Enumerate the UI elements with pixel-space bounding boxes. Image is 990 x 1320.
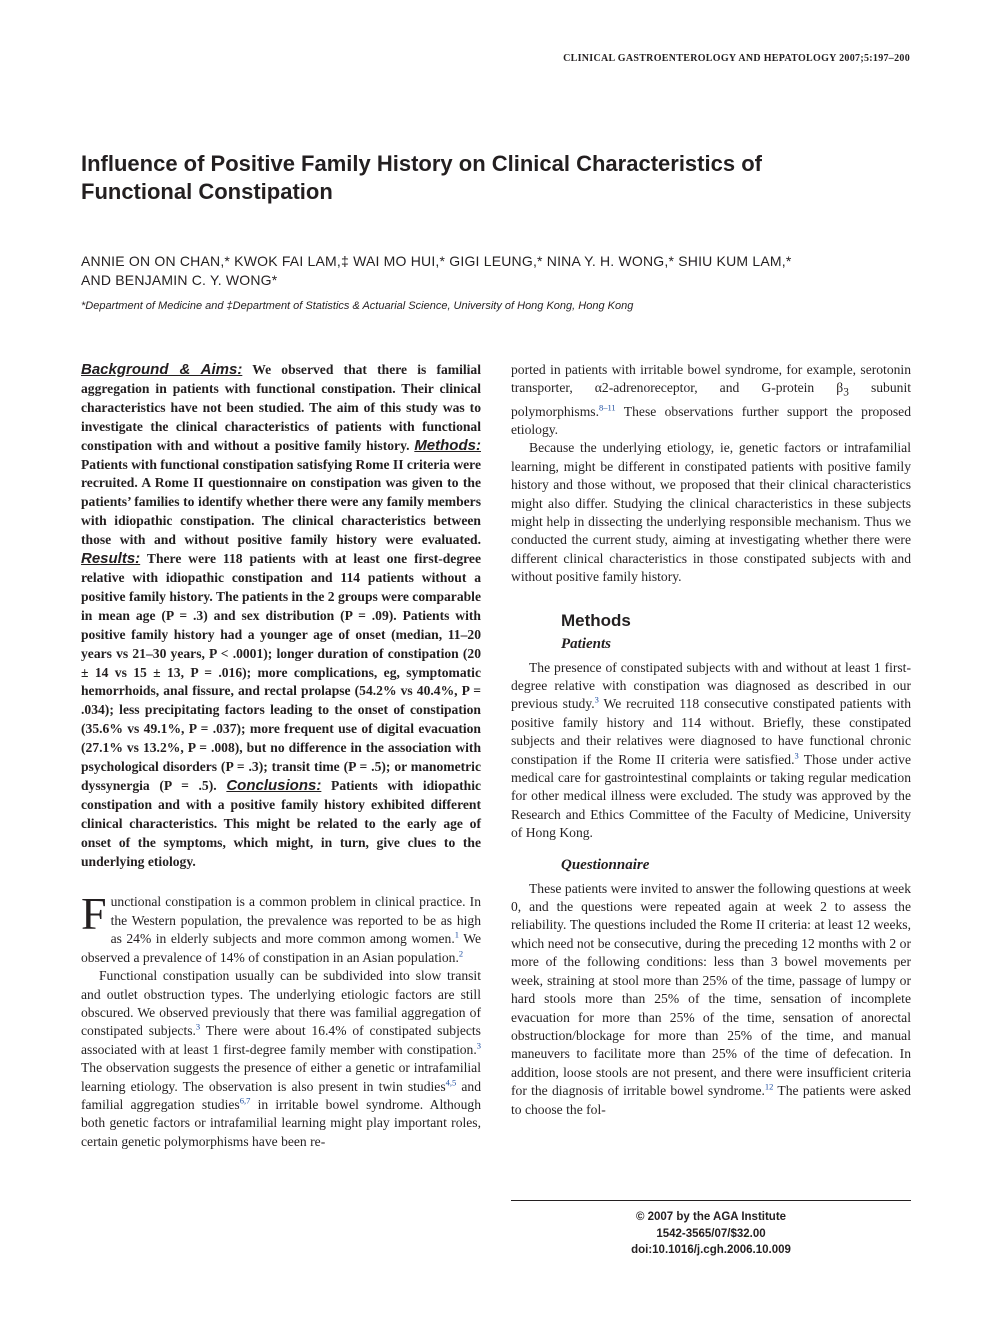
patients-text-b: We recruited 118 consecutive constipated patients with positive family history and 114 without. Briefly, these constipated subjects and their relatives were diagnosed to have functional chronic constipation if the Rome II criteria were satisfied. <box>511 696 912 767</box>
abstract-results-heading: Results: <box>81 550 141 568</box>
abstract-conclusions-text: Patients with idiopathic constipation and with a positive family history exhibited different clinical characteristics. This might be related to the early age of onset of the symptoms, which might, in turn, give clues to the underlying etiology. <box>81 777 482 869</box>
author-list <box>81 252 881 290</box>
reference-link[interactable]: 3 <box>195 1021 201 1032</box>
reference-link[interactable]: 12 <box>764 1081 774 1092</box>
intro-p2-cont-text-b: subunit polymorphisms. <box>511 380 911 419</box>
affiliation: *Department of Medicine and ‡Department of Statistics & Actuarial Science, University of Hong Kong, Hong Kong <box>81 300 634 312</box>
authors-line-2: AND BENJAMIN C. Y. WONG* <box>81 272 278 288</box>
issn-price: 1542-3565/07/$32.00 <box>656 1227 766 1240</box>
reference-link[interactable]: 2 <box>458 948 464 959</box>
intro-p1-text-b: We observed a prevalence of 14% of constipation in an Asian population. <box>81 931 482 965</box>
reference-link[interactable]: 6,7 <box>239 1095 251 1106</box>
intro-paragraph-2 <box>81 967 481 1151</box>
journal-header: CLINICAL GASTROENTEROLOGY AND HEPATOLOGY 2007;5:197–200 <box>563 53 910 64</box>
abstract-background-text: We observed that there is familial aggregation in patients with functional constipation. Their clinical characteristics have not been studied. The aim of this study was to investigate the clinical characteristics of patients with functional constipation with and without a positive family history. <box>81 362 482 453</box>
intro-p2-text-b: There were about 16.4% of constipated subjects associated with at least 1 first-degree family member with constipation. <box>81 1023 481 1057</box>
patients-subheading: Patients <box>561 635 612 652</box>
questionnaire-text-b: The patients were asked to choose the fol- <box>511 1083 911 1117</box>
drop-cap: F <box>81 888 107 940</box>
reference-link[interactable]: 8–11 <box>599 402 616 412</box>
abstract-conclusions-heading: Conclusions: <box>226 776 322 794</box>
abstract-background-heading: Background & Aims: <box>81 361 243 378</box>
patients-paragraph <box>511 659 911 843</box>
intro-paragraph-3: Because the underlying etiology, ie, genetic factors or intrafamilial learning, might be different in constipated patients with positive family history and those without, we proposed that their clinical characteristics might also differ. Studying the clinical characteristics in these subjects might help in dissecting the underlying responsible mechanism. Thus we conducted the current study, aiming at investigating whether there were different clinical characteristics in those constipated subjects with and without positive family history. <box>511 440 911 585</box>
patients-text-c: Those under active medical care for gastrointestinal complaints or taking regular medication for other medical illness were excluded. The study was approved by the Research and Ethics Committee of the Faculty of Medicine, University of Hong Kong. <box>511 751 911 841</box>
intro-p2-text-d: and familial aggregation studies <box>81 1078 481 1112</box>
questionnaire-subheading: Questionnaire <box>561 856 650 873</box>
reference-link[interactable]: 3 <box>794 750 799 761</box>
doi[interactable]: doi:10.1016/j.cgh.2006.10.009 <box>631 1244 791 1256</box>
left-column <box>81 361 481 1151</box>
copyright-block <box>511 1209 911 1259</box>
questionnaire-paragraph <box>511 880 911 1119</box>
reference-link[interactable]: 4,5 <box>445 1077 457 1087</box>
patients-text-a: The presence of constipated subjects with and without at least 1 first-degree relative with constipation was diagnosed as described in our previous study. <box>511 659 911 712</box>
right-column <box>511 361 911 1119</box>
abstract-results-text: There were 118 patients with at least one first-degree relative with idiopathic constipation and 114 patients without a positive family history. The patients in the 2 groups were comparable in mean age (P = .3) and sex distribution (P = .09). Patients with positive family history had a younger age of onset (median, 11–20 years vs 21–30 years, P < .0001); longer duration of constipation (20 ± 14 vs 15 ± 13, P = .016); more complications, eg, symptomatic hemorrhoids, anal fissure, and rectal prolapse (54.2% vs 40.4%, P = .034); less precipitating factors leading to the onset of constipation (35.6% vs 49.1%, P = .037); more frequent use of digital evacuation (27.1% vs 13.2%, P = .008), but no difference in the association with psychological disorders (P = .3); transit time (P = .5); or manometric dyssynergia (P = .5). <box>81 551 481 793</box>
beta-subscript: 3 <box>843 387 849 400</box>
intro-p2-text-e: in irritable bowel syndrome. Although both genetic factors or intrafamilial learning might play important roles, certain genetic polymorphisms have been re- <box>81 1096 481 1149</box>
reference-link[interactable]: 3 <box>594 694 599 705</box>
questionnaire-text-a: These patients were invited to answer the following questions at week 0, and the questions were repeated again at week 2 to assess the reliability. The questions included the Rome II criteria: at least 12 weeks, which need not be consecutive, during the preceding 12 months with 2 or more of the following conditions: less than 3 bowel movements per week, straining at stool more than 25% of the time, passage of lumpy or hard stools more than 25% of the time, sensation of incomplete evacuation for more than 25% of the time, sensation of anorectal obstruction/blockage for more than 25% of the time, and manual maneuvers to facilitate more than 25% of the time of defecation. In addition, loose stools are not present, and there were insufficient criteria for the diagnosis of irritable bowel syndrome. <box>511 880 911 1099</box>
intro-paragraph-2-continued <box>511 361 911 439</box>
reference-link[interactable]: 3 <box>476 1040 481 1051</box>
intro-p1-text-a: unctional constipation is a common problem in clinical practice. In the Western population, the prevalence was reported to be as high as 24% in elderly subjects and more common among women. <box>110 894 481 947</box>
abstract-methods-heading: Methods: <box>414 436 481 454</box>
abstract <box>81 361 481 871</box>
copyright-line: © 2007 by the AGA Institute <box>635 1211 787 1223</box>
intro-p2-text-a: Functional constipation usually can be subdivided into slow transit and outlet obstruction types. The underlying etiologic factors are still obscured. We observed previously that there was familial aggregation of constipated subjects. <box>81 968 481 1039</box>
abstract-methods-text: Patients with functional constipation satisfying Rome II criteria were recruited. A Rome II questionnaire on constipation was given to the patients’ families to identify whether there were any family members with idiopathic constipation. The clinical characteristics between those with and without positive family history were evaluated. <box>81 456 481 548</box>
article-title: Influence of Positive Family History on Clinical Characteristics of Functional Constipation <box>81 151 762 204</box>
methods-heading: Methods <box>561 610 631 630</box>
intro-p2-cont-text-a: ported in patients with irritable bowel syndrome, for example, serotonin transporter, α2-adrenoreceptor, and G-protein β <box>511 362 911 396</box>
reference-link[interactable]: 1 <box>454 929 459 940</box>
intro-p2-text-c: The observation suggests the presence of either a genetic or intrafamilial learning etiology. The observation is also present in twin studies <box>81 1060 481 1094</box>
copyright-divider <box>511 1200 911 1201</box>
intro-paragraph-1 <box>81 888 482 967</box>
authors-line-1: ANNIE ON ON CHAN,* KWOK FAI LAM,‡ WAI MO HUI,* GIGI LEUNG,* NINA Y. H. WONG,* SHIU KUM LAM,* <box>81 253 792 269</box>
intro-p2-cont-text-c: These observations further support the proposed etiology. <box>511 403 911 437</box>
